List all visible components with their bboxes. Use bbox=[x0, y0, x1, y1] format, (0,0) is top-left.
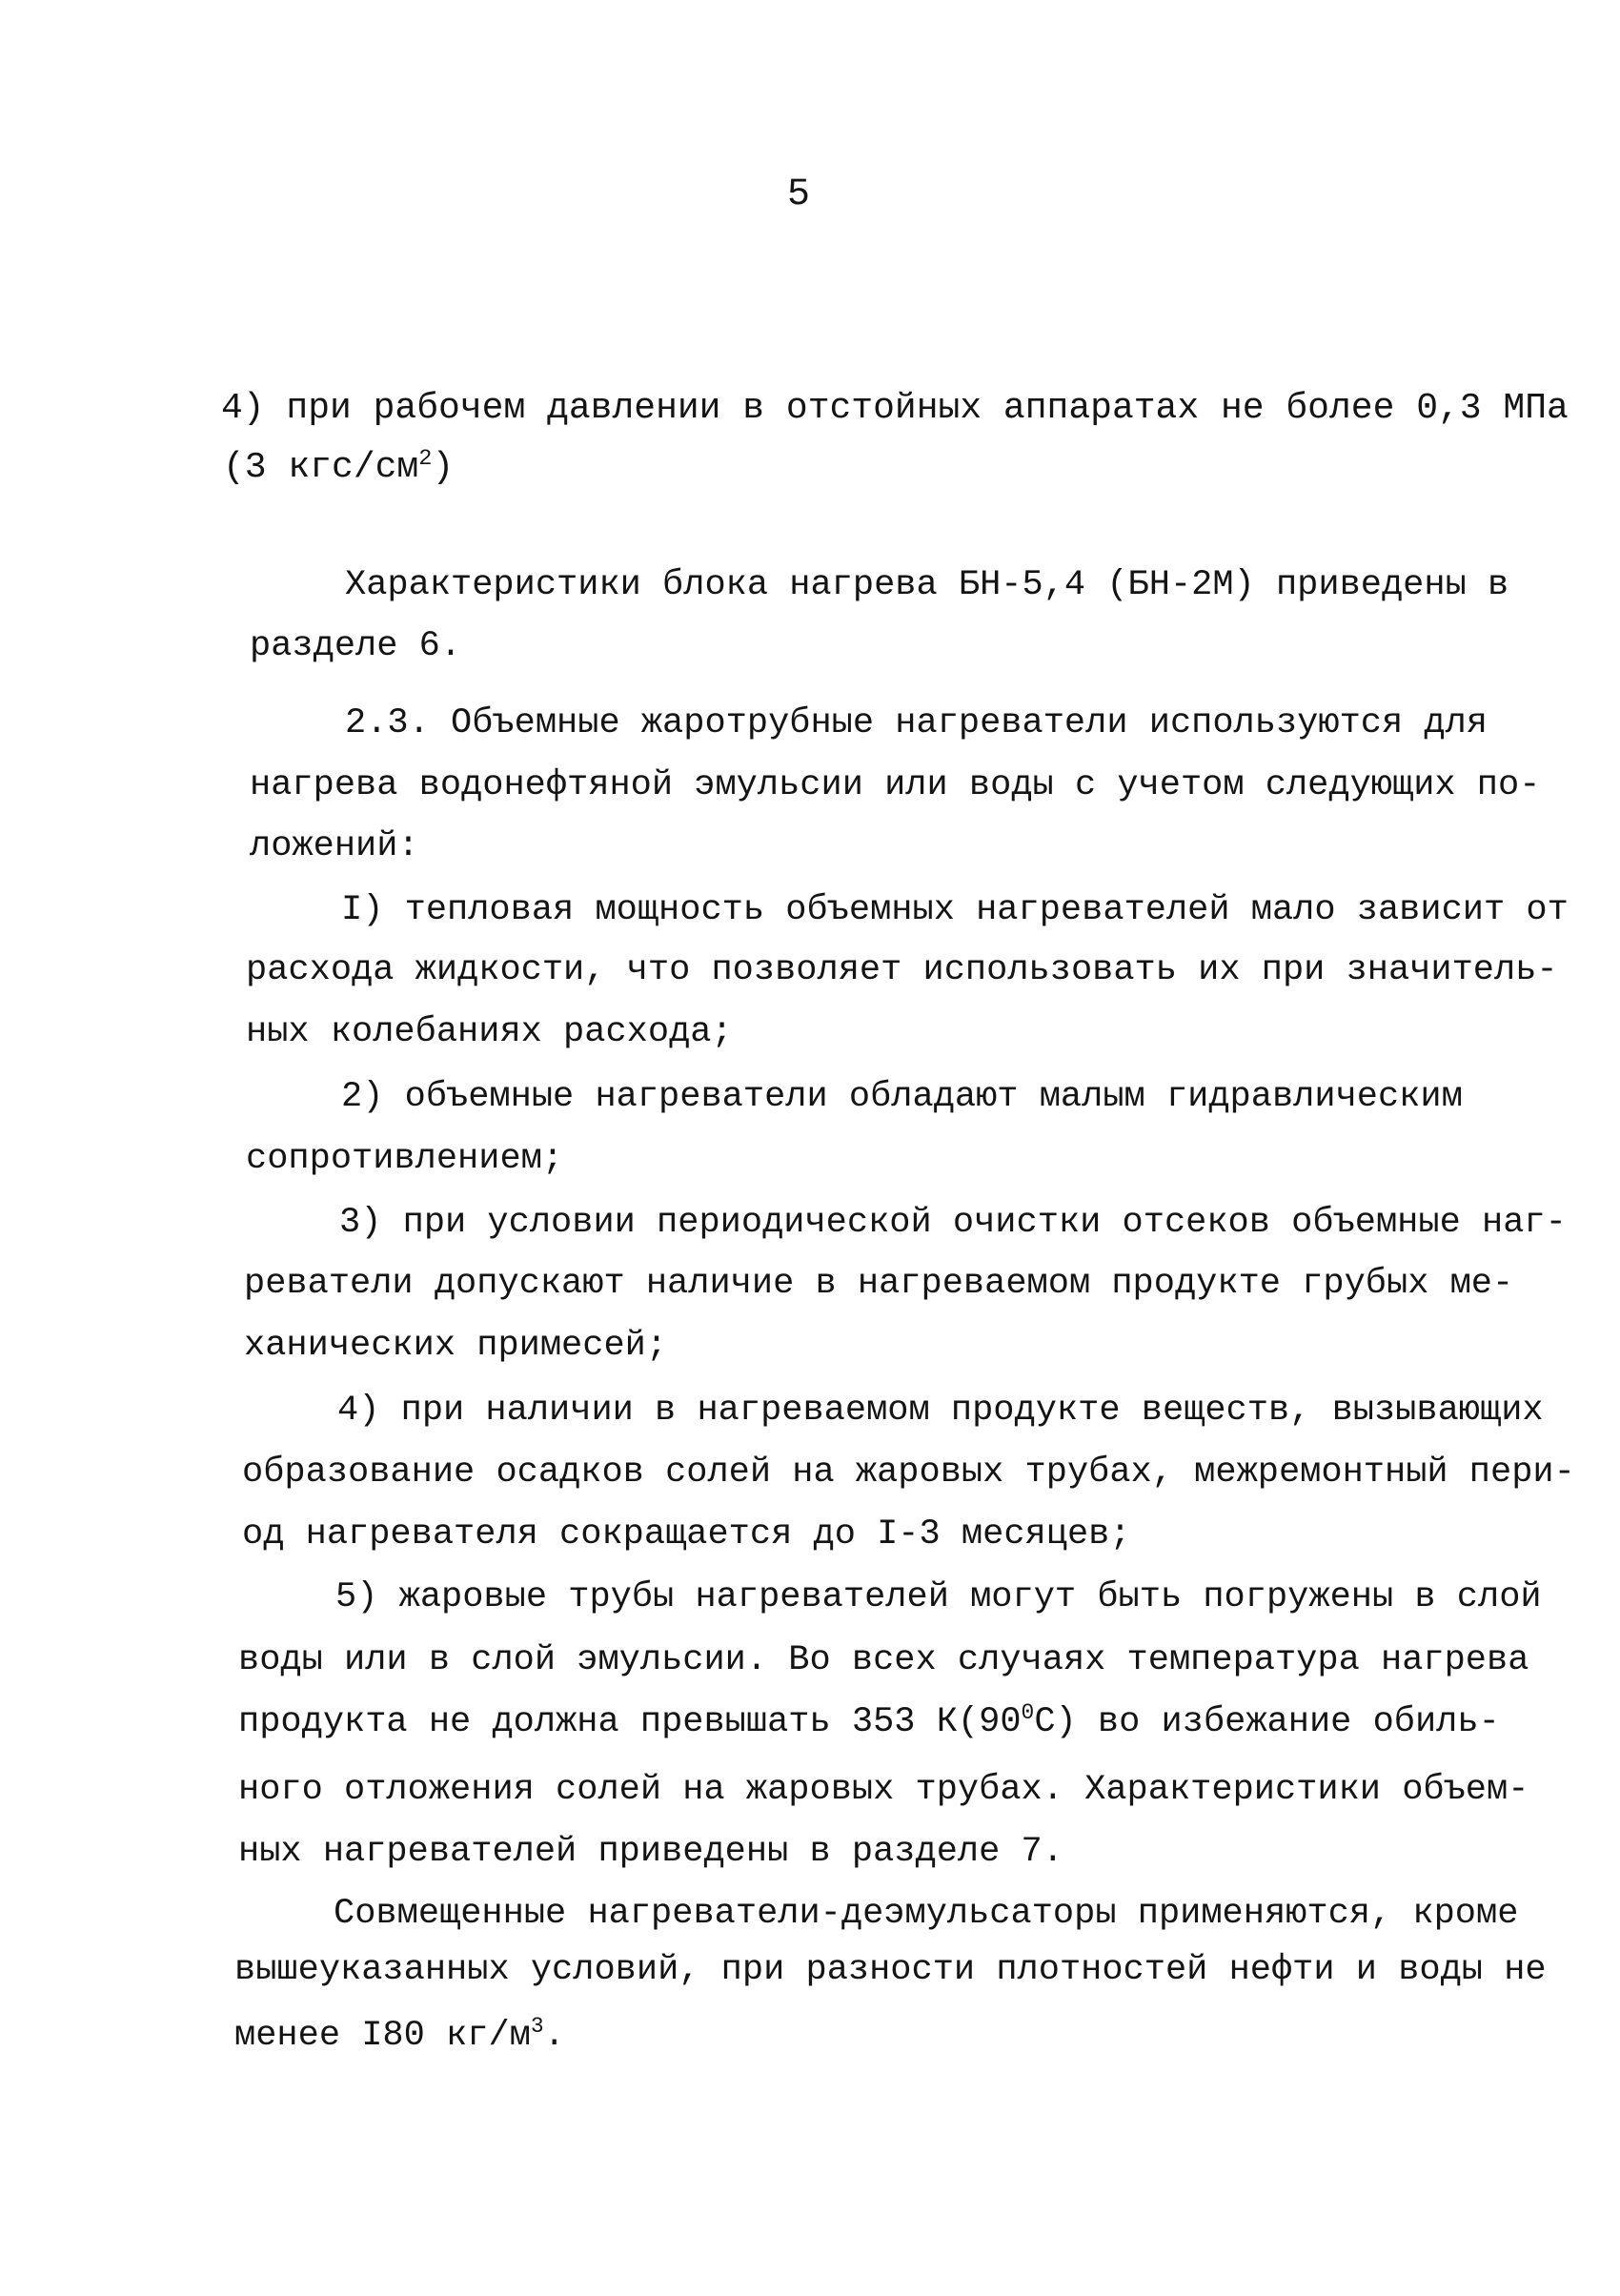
text-line: од нагревателя сокращается до I-3 месяцев; bbox=[242, 1514, 1131, 1554]
text-line: 4) при наличии в нагреваемом продукте веществ, вызывающих bbox=[337, 1391, 1544, 1431]
text-line: ханических примесей; bbox=[244, 1326, 668, 1366]
text-line bbox=[238, 1700, 1500, 1742]
text-segment: продукта не должна превышать 353 К(90 bbox=[238, 1702, 1022, 1742]
superscript: 2 bbox=[418, 446, 433, 473]
text-segment: . bbox=[543, 2016, 565, 2056]
text-line: 3) при условии периодической очистки отсеков объемные наг- bbox=[339, 1203, 1567, 1243]
text-segment: менее I80 кг/м bbox=[234, 2016, 531, 2056]
text-line: образование осадков солей на жаровых трубах, межремонтный пери- bbox=[242, 1453, 1575, 1493]
text-line: 5) жаровые трубы нагревателей могут быть погружены в слой bbox=[335, 1577, 1542, 1617]
text-segment: ) bbox=[432, 447, 455, 488]
text-line: разделе 6. bbox=[250, 626, 462, 666]
text-line: вышеуказанных условий, при разности плотностей нефти и воды не bbox=[234, 1950, 1547, 1990]
text-line: 2.3. Объемные жаротрубные нагреватели используются для bbox=[345, 703, 1488, 743]
text-line: реватели допускают наличие в нагреваемом продукте грубых ме- bbox=[244, 1264, 1514, 1304]
text-line: воды или в слой эмульсии. Во всех случаях температура нагрева bbox=[238, 1640, 1529, 1680]
page-number: 5 bbox=[787, 173, 811, 216]
text-line: 4) при рабочем давлении в отстойных аппаратах не более 0,3 МПа bbox=[221, 388, 1569, 429]
text-line bbox=[234, 2014, 565, 2056]
text-line: ложений: bbox=[250, 826, 419, 866]
text-line: ных колебаниях расхода; bbox=[246, 1012, 733, 1052]
text-line bbox=[223, 446, 455, 488]
text-line: Совмещенные нагреватели-деэмульсаторы применяются, кроме bbox=[334, 1894, 1519, 1934]
text-line: I) тепловая мощность объемных нагревателей мало зависит от bbox=[341, 890, 1569, 930]
superscript: 3 bbox=[530, 2014, 544, 2040]
text-line: нагрева водонефтяной эмульсии или воды с учетом следующих по- bbox=[250, 765, 1541, 805]
text-line: ного отложения солей на жаровых трубах. Характеристики объем- bbox=[238, 1770, 1529, 1810]
superscript: 0 bbox=[1021, 1700, 1035, 1726]
text-line: 2) объемные нагреватели обладают малым гидравлическим bbox=[341, 1077, 1463, 1117]
text-segment: С) во избежание обиль- bbox=[1034, 1702, 1500, 1742]
text-segment: (3 кгс/см bbox=[223, 447, 419, 488]
text-line: Характеристики блока нагрева БН-5,4 (БН-2М) приведены в bbox=[345, 565, 1509, 605]
text-line: ных нагревателей приведены в разделе 7. bbox=[238, 1832, 1063, 1872]
text-line: сопротивлением; bbox=[246, 1139, 564, 1179]
text-line: расхода жидкости, что позволяет использовать их при значитель- bbox=[246, 950, 1558, 990]
